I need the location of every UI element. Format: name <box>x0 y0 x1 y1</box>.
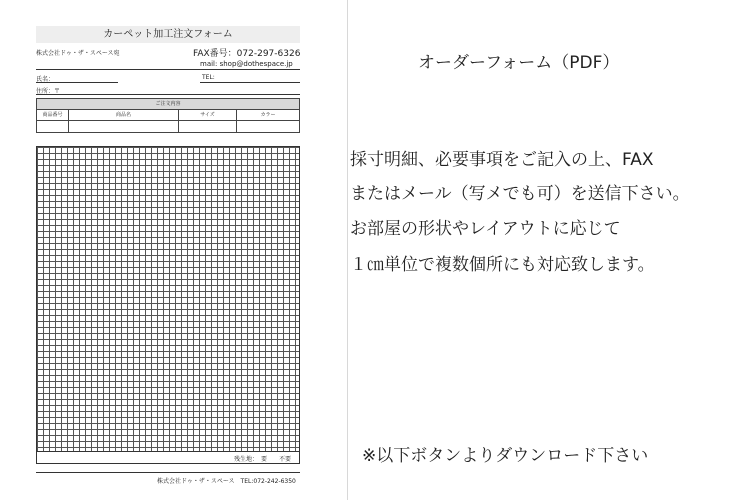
footer-company: 株式会社ドゥ・ザ・スペース TEL:072-242-6350 <box>157 478 296 485</box>
form-title: カーペット加工注文フォーム <box>36 26 300 43</box>
fax-number: FAX番号：072-297-6326 <box>193 49 301 59</box>
order-table-columns <box>37 110 299 121</box>
company-name: 株式会社ドゥ・ザ・スペース宛 <box>36 50 120 57</box>
mail-address: mail: shop@dothespace.jp <box>200 60 293 68</box>
measurement-grid <box>36 146 300 452</box>
column-item-number: 商品番号 <box>37 110 69 120</box>
table-row <box>37 121 299 132</box>
grid-footer <box>36 452 300 464</box>
name-label: 氏名： <box>36 76 55 83</box>
order-form-heading: オーダーフォーム（PDF） <box>418 53 620 73</box>
column-color: カラー <box>260 112 276 118</box>
order-table <box>36 98 300 133</box>
order-table-header: ご注文内容 <box>37 99 299 110</box>
description-line-3: お部屋の形状やレイアウトに応じて <box>350 219 621 239</box>
tel-label: TEL: <box>202 74 215 81</box>
download-note: ※以下ボタンよりダウンロード下さい <box>362 446 649 466</box>
address-field-line <box>36 94 300 95</box>
description-line-1: 採寸明細、必要事項をご記入の上、FAX <box>350 150 654 170</box>
description-line-2: またはメール（写メでも可）を送信下さい。 <box>350 184 690 204</box>
header-divider <box>36 69 300 70</box>
address-label: 住所：〒 <box>36 88 61 95</box>
footer-divider <box>36 472 300 473</box>
name-field-line <box>36 82 118 83</box>
column-size: サイズ <box>179 110 237 120</box>
column-item-name: 商品名 <box>69 110 179 120</box>
waste-fabric-label: 残生地： 要 不要 <box>233 456 291 463</box>
description-line-4: １㎝単位で複数個所にも対応致します。 <box>350 255 655 275</box>
tel-field-line <box>200 82 300 83</box>
order-form-sheet <box>0 0 348 500</box>
